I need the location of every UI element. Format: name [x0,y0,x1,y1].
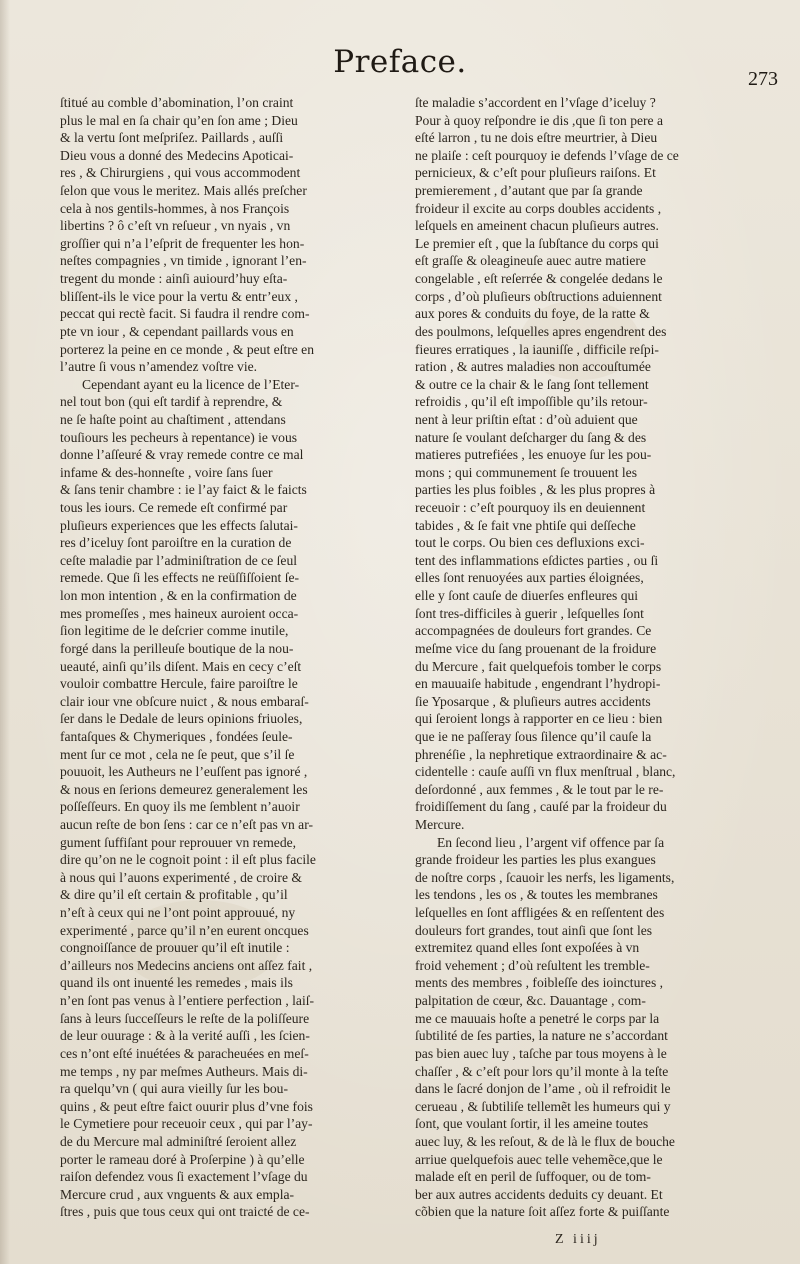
text-line: tent des inflammations eſdictes parties , ou ſi [415,552,659,568]
text-line: ne plaiſe : ceſt pourquoy ie defends l’vſage de ce [415,147,679,163]
text-line: meſme vice du ſang prouenant de la froidure [415,640,657,656]
text-line: ſtres , puis que tous ceux qui ont traicté de ce- [60,1204,310,1220]
text-line: qui ſeroient longs à rapporter en ce lieu : bien [415,711,663,727]
right-text-column [415,94,773,1221]
text-line: experimenté , parce qu’il n’en eurent oncques [60,922,309,938]
text-line: mes promeſſes , mes haineux auroient occa- [60,605,299,621]
left-text-column [60,94,390,1221]
text-line: ceſte maladie par l’adminiſtration de ce ſeul [60,552,298,568]
text-line: tous les iours. Ce remede eſt confirmé par [60,500,288,516]
text-line: à nous qui l’auons experimenté , de croire & [60,869,302,885]
text-line: du Mercure , fait quelquefois tomber le corps [415,658,662,674]
text-line: cerueau , & ſubtiliſe tellemẽt les humeurs qui y [415,1098,671,1114]
text-line: ne ſe haſte point au chaſtiment , attendans [60,411,286,427]
text-line: dans le ſacré donjon de l’ame , où il refroidit le [415,1081,671,1097]
text-line: que ie ne paſſeray ſous ſilence qu’il cauſe la [415,728,652,744]
text-line: & nous en ſerions demeurez generalement les [60,781,308,797]
text-line: nel tout bon (qui eſt tardif à reprendre, & [60,394,283,410]
text-line: phrenéſie , la nephretique extraordinaire & ac- [415,746,667,762]
text-line: pluſieurs experiences que les effects ſalutai- [60,517,298,533]
text-line: ſans à leurs ſucceſſeurs le reſte de la poliſſeure [60,1010,310,1026]
text-line: quand ils ont inuenté les remedes , mais ils [60,975,293,991]
text-line: Mercure. [415,816,465,832]
text-line: de noſtre corps , ſcauoir les nerfs, les ligaments, [415,869,675,885]
text-line: accompagnées de douleurs fort grandes. Ce [415,623,652,639]
text-line: l’autre ſi vous n’amendez voſtre vie. [60,359,258,375]
text-line: premierement , d’autant que par ſa grande [415,183,643,199]
text-line: ces n’ont eſté inuétées & paracheuées en meſ- [60,1045,309,1061]
text-line: donne l’aſſeuré & vray remede contre ce mal [60,447,304,463]
text-line: les tendons , les os , & toutes les membranes [415,887,658,903]
text-line: ment ſur ce mot , cela ne ſe peut, que s’il ſe [60,746,295,762]
text-line: groſſier qui n’a l’eſprit de frequenter les hon- [60,235,305,251]
text-line: grande froideur les parties les plus exangues [415,852,656,868]
text-line: chaſſer , & c’eſt pour lors qu’il monte à la teſte [415,1063,669,1079]
text-line: eſté larron , tu ne dois eſtre meurtrier, à Dieu [415,130,658,146]
text-line: forgé dans la perilleuſe boutique de la nou- [60,640,294,656]
text-line: Pour à quoy reſpondre ie dis ,que ſi ton pere a [415,112,664,128]
text-line: elles ſont renuoyées aux parties éloignées, [415,570,644,586]
text-line: nent à leur priſtin eſtat : d’où aduient que [415,411,638,427]
text-line: tout le corps. Ou bien ces defluxions exci- [415,535,645,551]
text-line: d’ailleurs nos Medecins anciens ont aſſez fait , [60,957,313,973]
text-line: & la vertu ſont meſpriſez. Paillards , auſſi [60,130,284,146]
text-line: aux pores & conduits du foye, de la ratte & [415,306,650,322]
text-line: ſont, que voulant ſortir, il les ameine toutes [415,1116,649,1132]
text-line: fieures erratiques , la iauniſſe , difficile reſpi- [415,341,659,357]
text-line: cõbien que la nature ſoit aſſez forte & puiſſante [415,1204,670,1220]
text-line: n’eſt à ceux qui ne l’ont point approuué, ny [60,905,296,921]
text-line: gument ſuffiſant pour reprouuer vn remede, [60,834,297,850]
text-line: libertins ? ô c’eſt vn reſueur , vn nyais , vn [60,218,291,234]
text-line: pouuoit, les Autheurs ne l’euſſent pas ignoré , [60,764,308,780]
text-line: porterez la peine en ce monde , & peut eſtre en [60,341,315,357]
text-line: pernicieux, & c’eſt pour pluſieurs raiſons. Et [415,165,656,181]
text-line: ra quelqu’vn ( qui aura vieilly ſur les bou- [60,1081,289,1097]
text-line: Mercure crud , aux vnguents & aux empla- [60,1186,295,1202]
text-line: neſtes compagnies , vn timide , ignorant l’en- [60,253,307,269]
text-line: n’en ſont pas venus à l’entiere perfection , laiſ- [60,993,315,1009]
text-line: cela à nos gentils-hommes, à nos François [60,200,290,216]
text-line: En ſecond lieu , l’argent vif offence par ſa [437,834,665,850]
text-line: & dire qu’il eſt certain & profitable , qu’il [60,887,288,903]
text-line: pas bien auec luy , taſche par tous moyens à le [415,1045,667,1061]
text-line: ſubtilité de ſes parties, la nature ne s’accordant [415,1028,668,1044]
text-line: de leur ouurage : & à la verité auſſi , les ſcien- [60,1028,310,1044]
text-line: clair iour vne obſcure nuict , & nous embaraſ- [60,693,309,709]
text-line: ſelon que vous le meritez. Mais allés preſcher [60,183,307,199]
text-line: ſion legitime de le deſcrier comme inutile, [60,623,289,639]
text-line: ments des membres , foibleſſe des ioinctures , [415,975,664,991]
text-line: malade eſt en peril de ſuffoquer, ou de tom- [415,1169,651,1185]
text-line: dire qu’on ne le cognoit point : il eſt plus facile [60,852,316,868]
text-line: le Cymetiere pour receuoir ceux , qui par l’ay- [60,1116,313,1132]
text-line: remede. Que ſi les effects ne reüſſiſſoient ſe- [60,570,300,586]
text-line: bliſſent-ils le vice pour la vertu & entr’eux , [60,288,298,304]
text-line: & outre ce la chair & le ſang ſont tellement [415,376,649,392]
text-line: Le premier eſt , que la ſubſtance du corps qui [415,235,659,251]
text-line: leſquelles en ſont affligées & en reſſentent des [415,905,665,921]
text-line: tregent du monde : ainſi auiourd’huy eſta- [60,271,288,287]
text-line: ueauté, ainſi qu’ils diſent. Mais en cecy c’eſt [60,658,302,674]
text-line: vouloir combattre Hercule, faire paroiſtre le [60,676,298,692]
text-line: me ce mauuais hoſte a penetré le corps par la [415,1010,660,1026]
text-line: auec luy, & les reſout, & de là le flux de bouche [415,1133,675,1149]
page-number: 273 [748,68,778,90]
text-line: peccat qui rectè facit. Si faudra il rendre com- [60,306,310,322]
text-line: ſer dans le Dedale de leurs opinions friuoles, [60,711,303,727]
text-line: & ſans tenir chambre : ie l’ay faict & le faicts [60,482,307,498]
page-title: Preface. [333,44,467,80]
text-line: Cependant ayant eu la licence de l’Eter- [82,376,300,392]
text-line: des poulmons, leſquelles apres engendrent des [415,323,667,339]
text-line: mons ; qui communement ſe trouuent les [415,464,637,480]
text-line: refroidis , qu’il eſt impoſſible qu’ils retour- [415,394,648,410]
text-line: fantaſques & Chymeriques , fondées ſeule- [60,728,293,744]
text-line: me temps , ny par meſmes Autheurs. Mais di- [60,1063,308,1079]
text-line: douleurs fort grandes, tout ainſi que ſont les [415,922,653,938]
text-line: corps , d’où pluſieurs obſtructions aduiennent [415,288,662,304]
text-line: eſt graſſe & oleagineuſe auec autre matiere [415,253,646,269]
text-line: palpitation de cœur, &c. Dauantage , com- [415,993,646,1009]
text-line: congelable , eſt reſerrée & congelée dedans le [415,271,663,287]
text-line: arriue quelquefois auec telle vehemẽce,que le [415,1151,663,1167]
text-line: res d’iceluy ſont paroiſtre en la curation de [60,535,292,551]
text-line: de du Mercure mal adminiſtré ſeroient allez [60,1133,297,1149]
text-line: res , & Chirurgiens , qui vous accommodent [60,165,301,181]
text-line: ſont tres-difficiles à guerir , leſquelles ſont [415,605,644,621]
text-line: porter le rameau doré à Proſerpine ) à qu’elle [60,1151,305,1167]
text-line: matieres putrefiées , les enuoye ſur les pou- [415,447,652,463]
text-line: extremitez quand elles ſont expoſées à vn [415,940,640,956]
text-line: ſie Yposarque , & pluſieurs autres accidents [415,693,651,709]
text-line: touſiours les pecheurs à repentance) ie vous [60,429,298,445]
text-line: cidentelle : cauſe auſſi vn flux menſtrual , blanc, [415,764,676,780]
text-line: pte vn iour , & cependant paillards vous en [60,323,294,339]
text-line: congnoiſſance de prouuer qu’il eſt inutile : [60,940,290,956]
text-line: receuoir : c’eſt pourquoy ils en deuiennent [415,500,646,516]
text-line: tabides , & ſe fait vne phtiſe qui deſſeche [415,517,636,533]
text-line: quins , & peut eſtre faict ouurir plus d’vne fois [60,1098,313,1114]
text-line: deſordonné , aux femmes , & le tout par le re- [415,781,664,797]
text-line: aucun reſte de bon ſens : car ce n’eſt pas vn ar- [60,816,313,832]
text-line: froideur il excite au corps doubles accidents , [415,200,662,216]
text-line: ſte maladie s’accordent en l’vſage d’iceluy ? [415,95,656,110]
text-line: plus le mal en ſa chair qu’en ſon ame ; Dieu [60,112,298,128]
text-line: poſſeſſeurs. En quoy ils me ſemblent n’auoir [60,799,300,815]
text-line: froidiſſement du ſang , cauſé par la froideur du [415,799,667,815]
text-line: ſtitué au comble d’abomination, l’on craint [60,95,294,110]
text-line: leſquels en ameinent chacun pluſieurs autres. [415,218,659,234]
text-line: en mauuaiſe habitude , engendrant l’hydropi- [415,676,661,692]
signature-mark: Z iiij [555,1232,601,1247]
text-line: ber aux autres accidents deduits cy deuant. Et [415,1186,663,1202]
text-line: froid vehement ; d’où reſultent les tremble- [415,957,650,973]
text-line: infame & des-honneſte , voire ſans ſuer [60,464,273,480]
text-line: lon mon intention , & en la confirmation de [60,588,297,604]
text-line: Dieu vous a donné des Medecins Apoticai- [60,147,294,163]
text-line: parties les plus foibles , & les plus propres à [415,482,656,498]
page-gutter-shadow [0,0,10,1264]
text-line: raiſon defendez vous ſi exactement l’vſage du [60,1169,308,1185]
text-line: elle y ſont cauſe de diuerſes enfleures qui [415,588,639,604]
text-line: ration , & autres maladies non accouſtumée [415,359,651,375]
text-line: nature ſe voulant deſcharger du ſang & des [415,429,647,445]
